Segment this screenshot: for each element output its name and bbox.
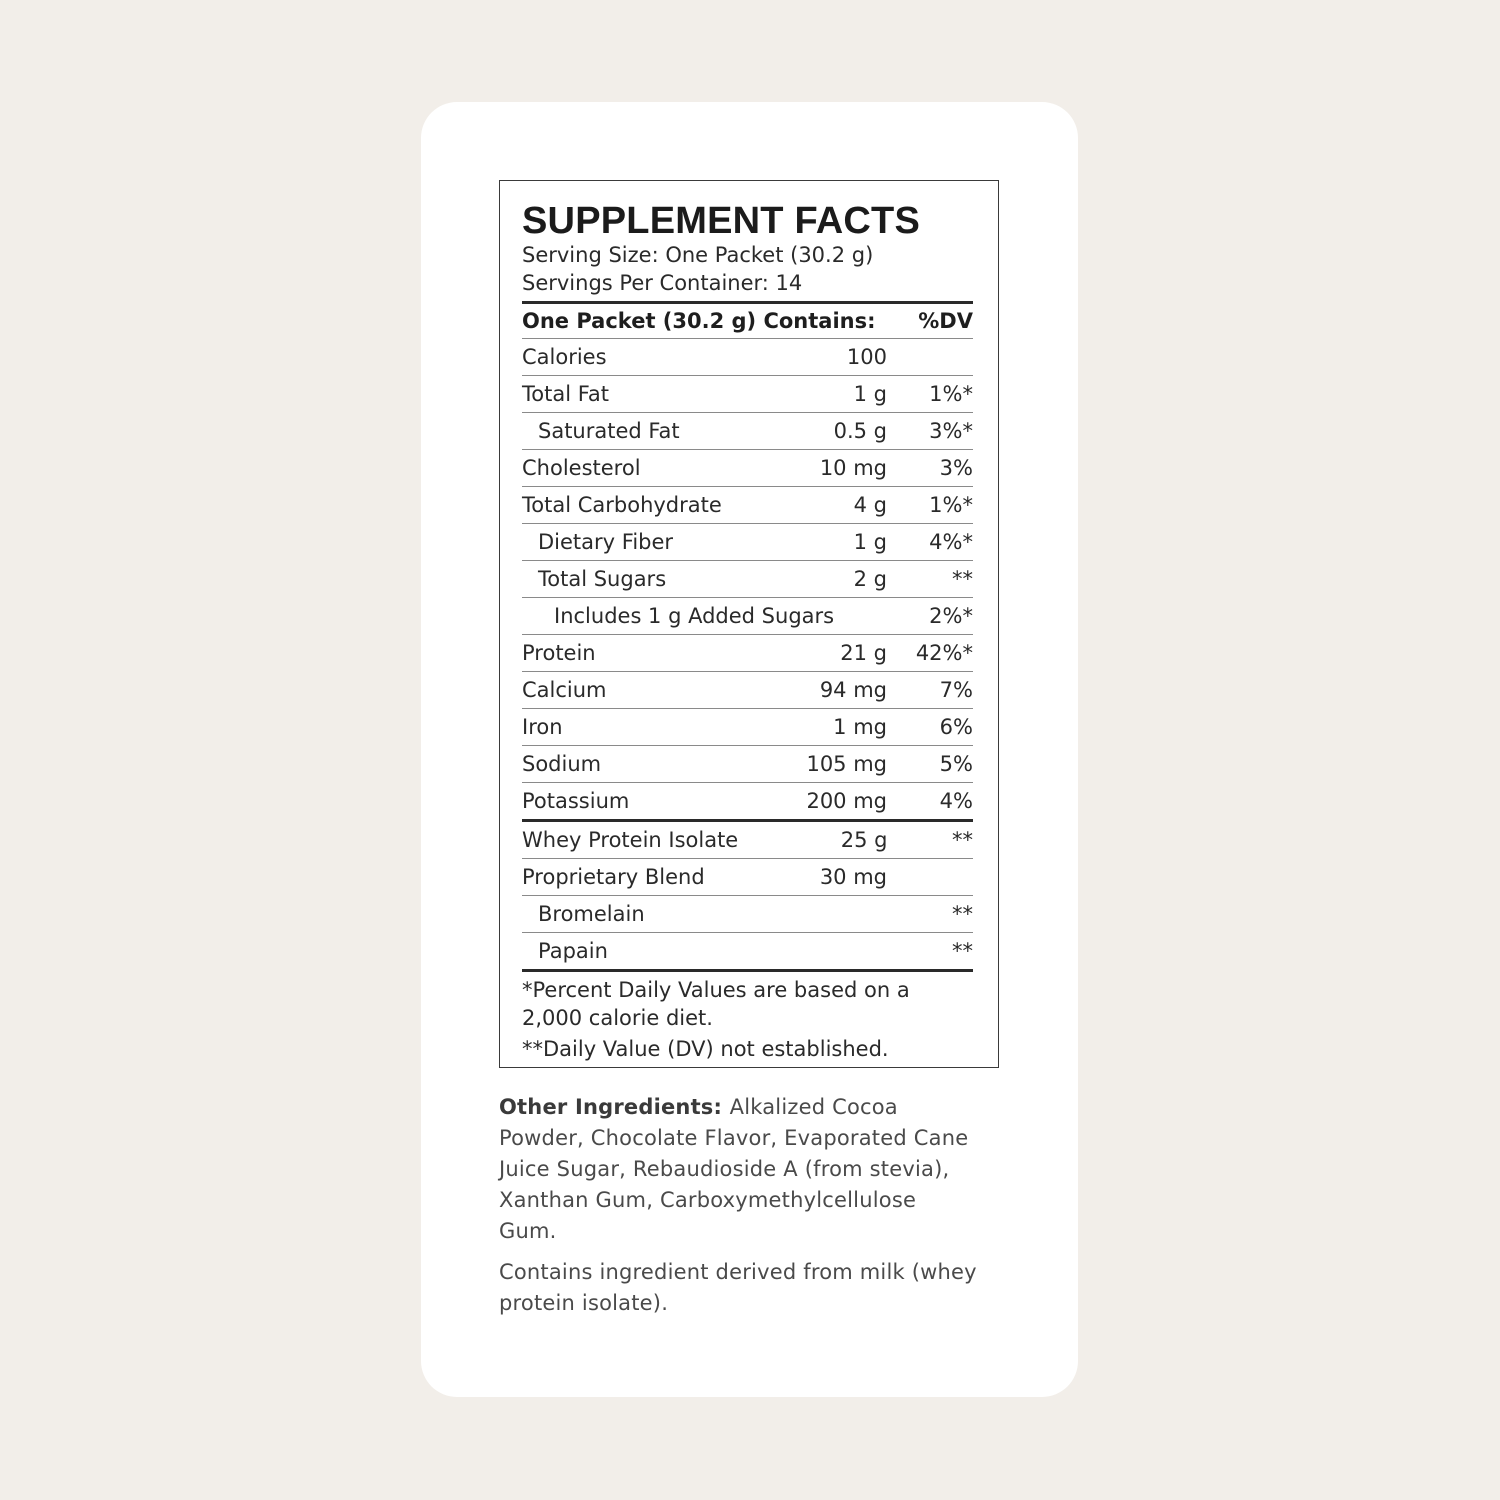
nutrient-amount: 0.5 g <box>833 419 887 443</box>
nutrient-amount: 4 g <box>853 493 887 517</box>
row-total-carbohydrate <box>522 486 973 523</box>
facts-header-row <box>522 301 973 338</box>
nutrient-label: Dietary Fiber <box>538 530 674 554</box>
footnote-dv-not-established: **Daily Value (DV) not established. <box>522 1037 889 1061</box>
nutrient-dv: ** <box>952 902 973 926</box>
nutrient-dv: 2%* <box>929 604 973 628</box>
nutrient-amount: 105 mg <box>806 752 887 776</box>
nutrient-dv: 3% <box>939 456 973 480</box>
nutrient-amount: 200 mg <box>806 789 887 813</box>
nutrient-amount: 21 g <box>840 641 887 665</box>
nutrient-label: Sodium <box>522 752 602 776</box>
serving-size: Serving Size: One Packet (30.2 g) <box>522 243 874 267</box>
nutrient-label: Total Carbohydrate <box>522 493 722 517</box>
nutrient-label: Protein <box>522 641 596 665</box>
row-calories <box>522 338 973 375</box>
row-calcium <box>522 671 973 708</box>
nutrient-label: Total Sugars <box>538 567 667 591</box>
other-ingredients-section <box>499 1092 979 1319</box>
nutrient-label: Includes 1 g Added Sugars <box>554 604 835 628</box>
row-dietary-fiber <box>522 523 973 560</box>
nutrient-label: Calories <box>522 345 607 369</box>
nutrient-amount: 25 g <box>840 828 888 852</box>
row-iron <box>522 708 973 745</box>
row-bromelain <box>522 895 973 932</box>
nutrient-dv: 6% <box>939 715 973 739</box>
nutrient-label: Saturated Fat <box>538 419 680 443</box>
row-total-sugars <box>522 560 973 597</box>
row-saturated-fat <box>522 412 973 449</box>
nutrient-amount: 1 mg <box>833 715 887 739</box>
servings-per-container: Servings Per Container: 14 <box>522 271 803 295</box>
label-card <box>421 102 1078 1397</box>
other-ingredients-text: Alkalized Cocoa Powder, Chocolate Flavor, Evaporated Cane Juice Sugar, Rebaudioside A (from stevia), Xanthan Gum, Carboxymethylcellulose Gum. <box>499 1095 969 1243</box>
nutrient-label: Potassium <box>522 789 630 813</box>
nutrient-dv: 7% <box>939 678 973 702</box>
nutrient-amount: 1 g <box>853 530 887 554</box>
facts-footnotes <box>522 969 973 1063</box>
supplement-facts-panel <box>499 180 999 1068</box>
nutrient-dv: 4% <box>939 789 973 813</box>
nutrient-dv: 3%* <box>929 419 973 443</box>
facts-title: SUPPLEMENT FACTS <box>522 200 921 242</box>
row-total-fat <box>522 375 973 412</box>
row-potassium <box>522 782 973 819</box>
header-dv: %DV <box>918 309 973 333</box>
row-whey-protein-isolate <box>522 819 973 858</box>
nutrient-dv: ** <box>952 567 973 591</box>
row-protein <box>522 634 973 671</box>
footnote-percent-dv: *Percent Daily Values are based on a 2,000 calorie diet. <box>522 978 910 1030</box>
nutrient-amount: 10 mg <box>819 456 887 480</box>
row-added-sugars <box>522 597 973 634</box>
nutrient-amount: 2 g <box>853 567 887 591</box>
nutrient-dv: 5% <box>939 752 973 776</box>
supplement-facts-content <box>522 201 973 1063</box>
nutrient-dv: 1%* <box>929 382 973 406</box>
nutrient-amount: 94 mg <box>819 678 887 702</box>
nutrient-dv: ** <box>952 939 973 963</box>
row-sodium <box>522 745 973 782</box>
nutrient-label: Whey Protein Isolate <box>522 828 739 852</box>
nutrient-label: Bromelain <box>538 902 645 926</box>
header-label: One Packet (30.2 g) Contains: <box>522 309 876 333</box>
row-proprietary-blend <box>522 858 973 895</box>
nutrient-amount: 1 g <box>853 382 887 406</box>
nutrient-label: Cholesterol <box>522 456 641 480</box>
nutrient-label: Proprietary Blend <box>522 865 705 889</box>
row-cholesterol <box>522 449 973 486</box>
nutrient-label: Total Fat <box>522 382 609 406</box>
other-ingredients <box>499 1092 979 1247</box>
nutrient-dv: ** <box>952 828 973 852</box>
nutrient-label: Iron <box>522 715 563 739</box>
nutrient-label: Papain <box>538 939 608 963</box>
nutrient-label: Calcium <box>522 678 607 702</box>
nutrient-dv: 1%* <box>929 493 973 517</box>
row-papain <box>522 932 973 969</box>
nutrient-amount: 100 <box>846 345 887 369</box>
nutrient-amount: 30 mg <box>819 865 887 889</box>
nutrient-dv: 42%* <box>915 641 973 665</box>
nutrient-dv: 4%* <box>929 530 973 554</box>
allergen-statement: Contains ingredient derived from milk (whey protein isolate). <box>499 1260 977 1315</box>
other-ingredients-label: Other Ingredients: <box>499 1095 730 1119</box>
